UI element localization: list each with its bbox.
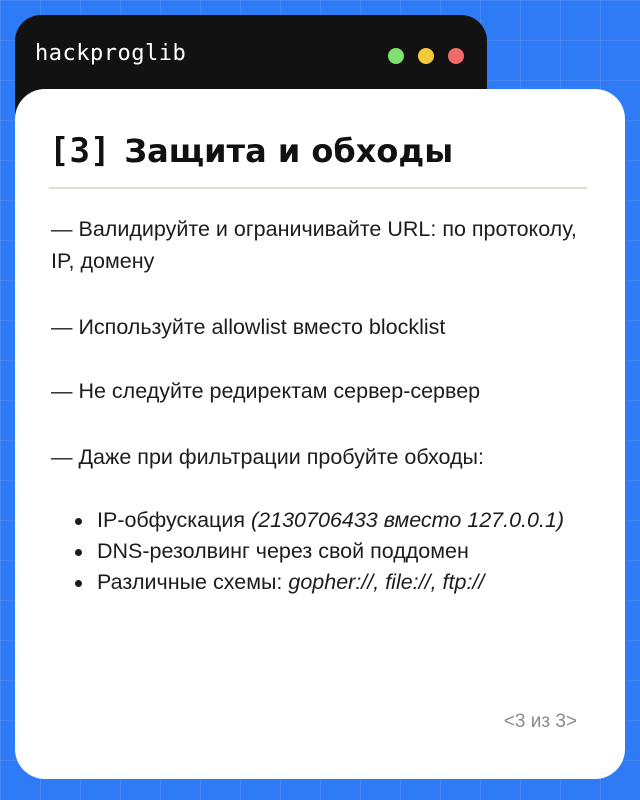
- yellow-dot-icon: [418, 48, 434, 64]
- green-dot-icon: [388, 48, 404, 64]
- list-item-text: DNS-резолвинг через свой поддомен: [97, 539, 469, 563]
- paragraph-allowlist: — Используйте allowlist вместо blocklist: [51, 315, 446, 339]
- paragraph-bypasses: — Даже при фильтрации пробуйте обходы:: [51, 445, 484, 469]
- list-item-italic: (2130706433 вместо 127.0.0.1): [251, 508, 565, 532]
- heading-divider: [49, 187, 587, 189]
- list-item: [75, 505, 575, 536]
- list-item-text: IP-обфускация: [97, 508, 251, 532]
- bypass-list: [75, 505, 575, 598]
- section-number: [3]: [49, 131, 111, 171]
- list-item-italic: gopher://, file://, ftp://: [288, 570, 485, 594]
- bullet-icon: [75, 580, 82, 587]
- bullet-icon: [75, 549, 82, 556]
- list-item: [75, 567, 575, 598]
- page-indicator: <3 из 3>: [503, 711, 577, 732]
- paragraph-validate: — Валидируйте и ограничивайте URL: по протоколу, IP, домену: [51, 217, 577, 273]
- list-item-text: Различные схемы:: [97, 570, 289, 594]
- content-card: [15, 89, 625, 779]
- window-title: hackproglib: [35, 41, 187, 66]
- section-title: Защита и обходы: [124, 132, 454, 170]
- paragraph-redirects: — Не следуйте редиректам сервер-сервер: [51, 379, 481, 403]
- bullet-icon: [75, 518, 82, 525]
- list-item: [75, 536, 575, 567]
- red-dot-icon: [448, 48, 464, 64]
- card-heading: [49, 131, 453, 171]
